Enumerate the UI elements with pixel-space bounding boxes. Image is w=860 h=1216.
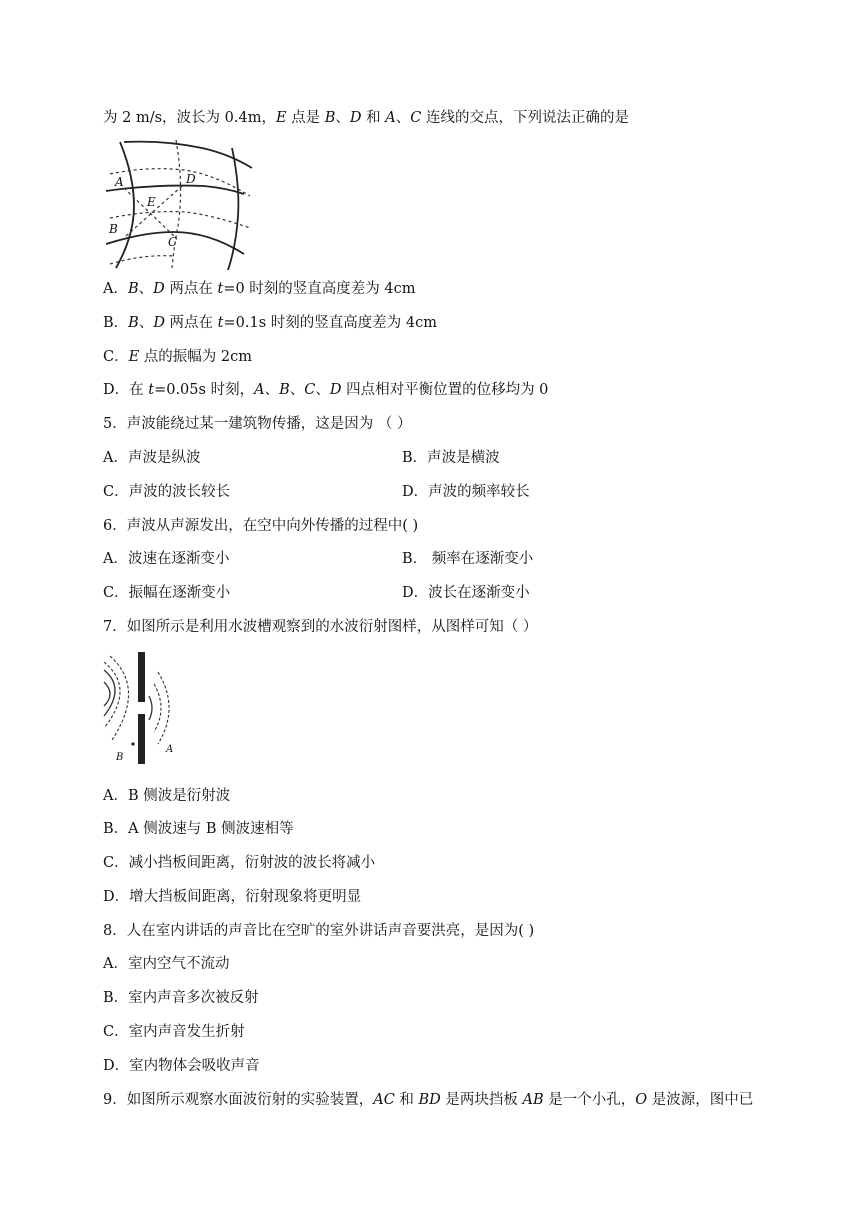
wave-source-dot	[131, 742, 134, 745]
text: E	[275, 110, 287, 126]
q4-option-a	[103, 279, 416, 299]
text: 是波源，图中已	[647, 1092, 754, 1108]
text: O	[635, 1092, 648, 1108]
text: AC	[373, 1092, 395, 1108]
q5-option-b: B．声波是横波	[402, 450, 500, 466]
text: 、	[395, 110, 411, 126]
text: t	[148, 382, 155, 398]
region-label-a: A	[166, 744, 174, 755]
text: 为 2 m/s，波长为 0.4m，	[103, 110, 276, 126]
q4-option-b	[103, 313, 437, 333]
text: =0.1s 时刻的竖直高度差为 4cm	[223, 315, 437, 331]
question-5-stem: 5．声波能绕过某一建筑物传播，这是因为 （ ）	[103, 416, 412, 432]
text: t	[217, 281, 224, 297]
text: 、	[138, 315, 154, 331]
text: 9．如图所示观察水面波衍射的实验装置，	[103, 1092, 374, 1108]
text: B	[128, 315, 139, 331]
text: A	[385, 110, 396, 126]
text: 两点在	[164, 315, 218, 331]
q4-option-d	[103, 380, 548, 400]
question-7-stem: 7．如图所示是利用水波槽观察到的水波衍射图样，从图样可知（ ）	[103, 619, 538, 635]
point-label-e: E	[147, 195, 156, 209]
q4-option-c	[103, 347, 252, 367]
text: B	[127, 281, 139, 297]
barrier-upper	[138, 652, 145, 702]
text: 、	[315, 382, 330, 398]
text: D	[153, 281, 165, 297]
wave-crest-line	[106, 186, 244, 194]
text: 四点相对平衡位置的位移均为 0	[341, 382, 549, 398]
text: 是一个小孔，	[543, 1092, 636, 1108]
text: 、	[335, 110, 350, 126]
barrier-lower	[138, 714, 145, 764]
text: 、	[289, 382, 305, 398]
text: 、	[264, 382, 280, 398]
text: B	[279, 382, 290, 398]
wave-crest-line	[228, 148, 238, 270]
q7-option-c: C．减小挡板间距离，衍射波的波长将减小	[103, 855, 376, 871]
text: =0 时刻的竖直高度差为 4cm	[223, 281, 416, 297]
question-8-stem: 8．人在室内讲话的声音比在空旷的室外讲话声音要洪亮，是因为( )	[103, 923, 535, 939]
q7-option-b: B．A 侧波速与 B 侧波速相等	[103, 821, 294, 837]
text: D	[153, 315, 165, 331]
text: =0.05s 时刻，	[154, 382, 255, 398]
text: 点是	[286, 110, 325, 126]
text: A．	[103, 281, 128, 297]
text: BD	[418, 1092, 441, 1108]
text: B	[324, 110, 336, 126]
wave-arc	[149, 696, 152, 720]
wave-arc	[158, 672, 169, 744]
q5-option-a: A．声波是纵波	[103, 450, 201, 466]
text: E	[128, 349, 140, 365]
text: 、	[138, 281, 154, 297]
q8-option-c: C．室内声音发生折射	[103, 1024, 245, 1040]
q6-option-d: D．波长在逐渐变小	[402, 585, 530, 601]
text: t	[217, 315, 224, 331]
point-label-a: A	[115, 175, 124, 189]
wave-arc	[154, 684, 161, 732]
text: 是两块挡板	[440, 1092, 523, 1108]
wave-crest-line	[116, 142, 134, 268]
interference-figure	[104, 136, 254, 271]
q5-option-d: D．声波的频率较长	[402, 484, 530, 500]
text: 和	[361, 110, 386, 126]
question-6-stem: 6．声波从声源发出，在空中向外传播的过程中( )	[103, 518, 419, 534]
text: C	[410, 110, 422, 126]
text: A	[254, 382, 265, 398]
point-label-b: B	[109, 222, 118, 236]
region-label-b: B	[116, 752, 124, 763]
text: C	[304, 382, 316, 398]
question-4-stem-continued	[103, 108, 629, 128]
wave-arc	[104, 682, 110, 706]
text: 点的振幅为 2cm	[139, 349, 253, 365]
q8-option-a: A．室内空气不流动	[103, 956, 230, 972]
text: D	[349, 110, 362, 126]
q7-option-a: A．B 侧波是衍射波	[103, 788, 231, 804]
text: AB	[522, 1092, 544, 1108]
text: B．	[103, 315, 129, 331]
point-label-d: D	[186, 172, 196, 186]
text: D．在	[103, 382, 149, 398]
text: C．	[103, 349, 129, 365]
q6-option-c: C．振幅在逐渐变小	[103, 585, 231, 601]
text: 连线的交点，下列说法正确的是	[421, 110, 629, 126]
q8-option-b: B．室内声音多次被反射	[103, 990, 259, 1006]
question-9-stem	[103, 1090, 753, 1110]
q6-option-b: B． 频率在逐渐变小	[402, 551, 534, 567]
text: D	[329, 382, 342, 398]
q6-option-a: A．波速在逐渐变小	[103, 551, 230, 567]
text: 两点在	[164, 281, 218, 297]
diffraction-figure	[102, 648, 182, 768]
q7-option-d: D．增大挡板间距离，衍射现象将更明显	[103, 889, 362, 905]
q8-option-d: D．室内物体会吸收声音	[103, 1058, 260, 1074]
text: 和	[394, 1092, 419, 1108]
point-label-c: C	[168, 235, 178, 249]
q5-option-c: C．声波的波长较长	[103, 484, 231, 500]
